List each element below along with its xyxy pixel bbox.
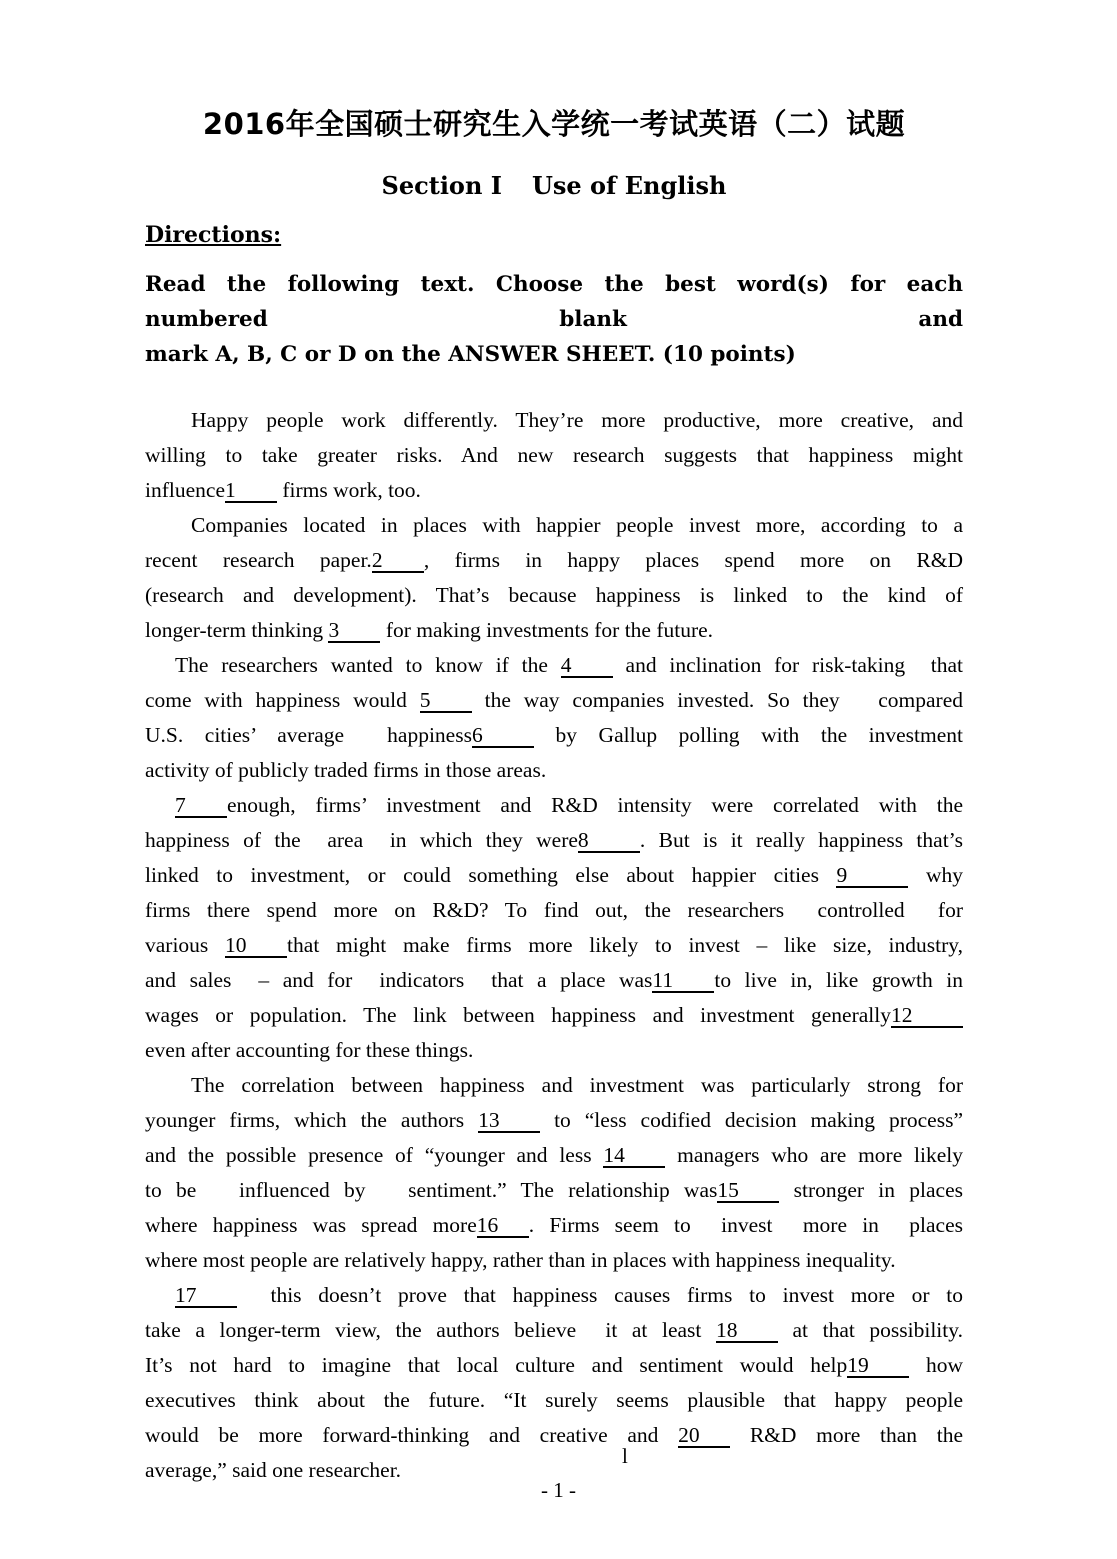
passage-text: U.S. cities’ average happiness [145,722,472,747]
passage-line [145,1208,963,1243]
answer-blank-20[interactable]: 20 [678,1424,730,1449]
answer-blank-9[interactable]: 9 [836,864,908,889]
passage-text: recent research paper. [145,547,372,572]
passage-text: average,” said one researcher. [145,1457,402,1482]
passage-line [145,788,963,823]
section-heading [145,141,963,200]
passage-line [145,403,963,438]
passage-text: take a longer-term view, the authors believe it at least [145,1317,716,1342]
passage-text: stronger in places [779,1177,963,1202]
directions-body [145,248,963,372]
passage-text: managers who are more likely [665,1142,963,1167]
page-number: - 1 - [541,1478,576,1502]
passage-line [145,823,963,858]
passage-text: Companies located in places with happier people invest more, according to a [191,512,963,537]
answer-blank-6[interactable]: 6 [472,724,534,749]
passage-text: where happiness was spread more [145,1212,477,1237]
passage-paragraph [145,403,963,508]
passage-text: the way companies invested. So they compared [471,687,963,712]
passage-text: Happy people work differently. They’re more productive, more creative, and [191,407,963,432]
passage-line [145,1068,963,1103]
directions-label: Directions: [145,222,282,249]
answer-blank-10[interactable]: 10 [225,934,287,959]
passage-line [145,1313,963,1348]
passage-line [145,753,963,788]
answer-blank-15[interactable]: 15 [717,1179,779,1204]
passage-text: . But is it really happiness that’s [639,827,964,852]
passage-text: firms work, too. [277,477,421,502]
answer-blank-4[interactable]: 4 [561,654,613,679]
answer-blank-16[interactable]: 16 [477,1214,529,1239]
passage-line [145,1243,963,1278]
passage-line [145,1278,963,1313]
answer-blank-2[interactable]: 2 [372,549,424,574]
passage-text: The correlation between happiness and investment was particularly strong for [191,1072,963,1097]
passage-text: would be more forward-thinking and creative and [145,1422,679,1447]
passage-text: for making investments for the future. [380,617,714,642]
passage-line [145,893,963,928]
section-heading-title: Use of English [531,171,727,201]
passage-line [145,928,963,963]
passage-paragraph [145,648,963,788]
passage-line [145,438,963,473]
passage-text: this doesn’t prove that happiness causes firms to invest more or to [237,1282,963,1307]
passage-line [145,718,963,753]
passage-line [145,1348,963,1383]
answer-blank-1[interactable]: 1 [225,479,277,504]
passage-text: to be influenced by sentiment.” The relationship was [145,1177,718,1202]
passage-text: to live in, like growth in [714,967,963,992]
passage-line [145,613,963,648]
answer-blank-5[interactable]: 5 [420,689,472,714]
passage-text: that might make firms more likely to invest – like size, industry, [287,932,964,957]
passage-paragraph [145,1068,963,1278]
answer-blank-17[interactable]: 17 [175,1284,237,1309]
passage-text: influence [145,477,225,502]
answer-blank-14[interactable]: 14 [603,1144,665,1169]
passage-text: . Firms seem to invest more in places [528,1212,963,1237]
page-title: 2016年全国硕士研究生入学统一考试英语（二）试题 [202,107,906,141]
passage-text: , firms in happy places spend more on R&D [423,547,963,572]
passage-line [145,858,963,893]
passage-line [145,648,963,683]
passage-text: and the possible presence of “younger and less [145,1142,604,1167]
passage-text: various [145,932,226,957]
passage-text: younger firms, which the authors [145,1107,479,1132]
passage-text: The researchers wanted to know if the [175,652,561,677]
passage-line [145,1033,963,1068]
page-content [145,0,963,1488]
passage-text: where most people are relatively happy, rather than in places with happiness inequality. [145,1247,896,1272]
passage-text: R&D more than the [730,1422,963,1447]
passage-text: and sales – and for indicators that a place was [145,967,653,992]
answer-blank-8[interactable]: 8 [578,829,640,854]
directions-line-2: mark A, B, C or D on the ANSWER SHEET. (10 points) [145,342,796,367]
passage-paragraph [145,788,963,1068]
passage-line [145,508,963,543]
passage-text: and inclination for risk-taking that [612,652,963,677]
passage-text: willing to take greater risks. And new research suggests that happiness might [145,442,963,467]
section-heading-number: Section I [381,171,502,201]
passage-text: enough, firms’ investment and R&D intensity were correlated with the [227,792,963,817]
passage-line [145,1138,963,1173]
passage-text: executives think about the future. “It surely seems plausible that happy people [145,1387,963,1412]
passage-text: how [909,1352,964,1377]
answer-blank-13[interactable]: 13 [478,1109,540,1134]
passage-line [145,1383,963,1418]
passage-text: activity of publicly traded firms in those areas. [145,757,547,782]
passage-text: to “less codified decision making process” [540,1107,964,1132]
passage-line [145,683,963,718]
passage-line [145,1173,963,1208]
passage-line [145,578,963,613]
directions-line-1: Read the following text. Choose the best word(s) for each numbered blank and [145,272,963,333]
passage-text: even after accounting for these things. [145,1037,474,1062]
answer-blank-11[interactable]: 11 [652,969,714,994]
passage-body [145,373,963,1488]
passage-text: by Gallup polling with the investment [533,722,963,747]
passage-paragraph [145,1278,963,1488]
answer-blank-7[interactable]: 7 [175,794,227,819]
passage-line [145,998,963,1033]
passage-line [145,543,963,578]
passage-text: linked to investment, or could something else about happier cities [145,862,837,887]
passage-line [145,1418,963,1453]
passage-text: come with happiness would [145,687,420,712]
passage-text: wages or population. The link between happiness and investment generally [145,1002,891,1027]
passage-line [145,1103,963,1138]
passage-paragraph [145,508,963,648]
passage-line [145,473,963,508]
stray-artifact-mark: l [622,1444,628,1468]
answer-blank-18[interactable]: 18 [716,1319,778,1344]
passage-text: It’s not hard to imagine that local culture and sentiment would help [145,1352,848,1377]
passage-text: happiness of the area in which they were [145,827,578,852]
passage-text: at that possibility. [777,1317,963,1342]
passage-text: firms there spend more on R&D? To find out, the researchers controlled for [145,897,963,922]
passage-line [145,963,963,998]
passage-text: longer-term thinking [145,617,329,642]
answer-blank-19[interactable]: 19 [847,1354,909,1379]
answer-blank-12[interactable]: 12 [891,1004,963,1029]
passage-text: why [908,862,963,887]
passage-text: (research and development). That’s because happiness is linked to the kind of [145,582,963,607]
answer-blank-3[interactable]: 3 [328,619,380,644]
